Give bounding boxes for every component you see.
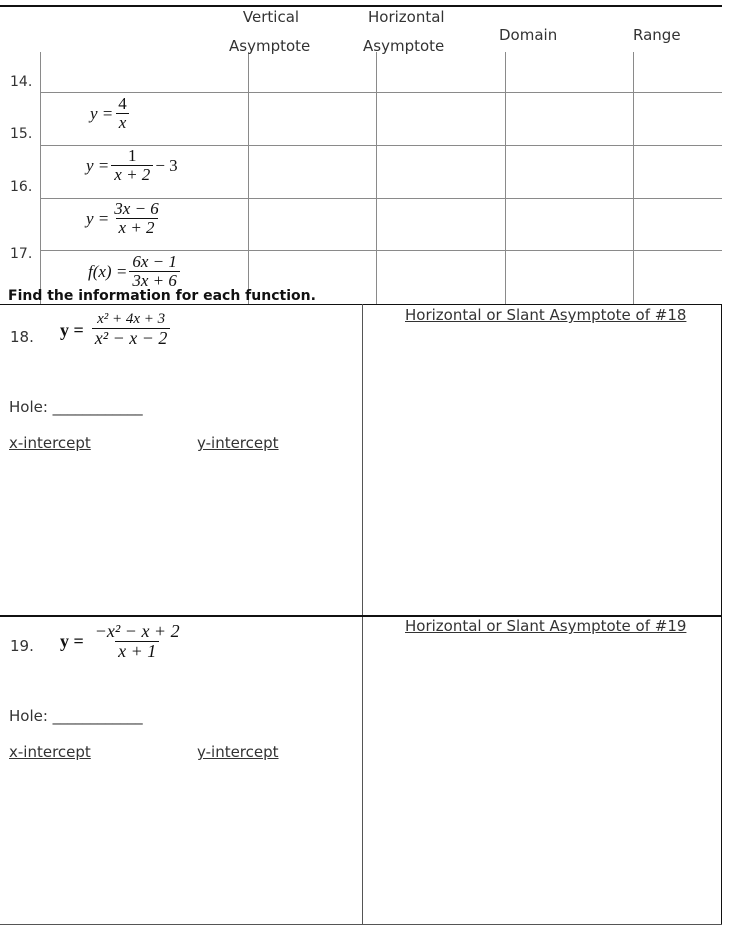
denominator: x + 1 bbox=[115, 641, 159, 662]
column-divider bbox=[248, 52, 249, 304]
column-divider bbox=[376, 52, 377, 304]
header-horizontal-asymptote-2 bbox=[363, 37, 444, 55]
row-divider bbox=[40, 250, 722, 251]
fraction bbox=[92, 622, 183, 662]
equation-lhs: y = bbox=[90, 103, 114, 123]
numerator: −x² − x + 2 bbox=[94, 621, 180, 641]
header-vertical-line2: Asymptote bbox=[229, 37, 311, 55]
row-divider bbox=[40, 145, 722, 146]
problem-18-asymptote-label: Horizontal or Slant Asymptote of #18 bbox=[405, 306, 687, 324]
equation-lhs: y = bbox=[60, 319, 84, 340]
fraction bbox=[115, 95, 130, 133]
instructions: Find the information for each function. bbox=[8, 288, 316, 304]
denominator: 3x + 6 bbox=[129, 271, 180, 291]
fraction bbox=[92, 312, 171, 349]
problem-18-number: 18. bbox=[10, 328, 34, 346]
top-rule bbox=[0, 5, 722, 7]
equation-lhs: f(x) = bbox=[88, 261, 128, 281]
equation-17-function bbox=[88, 253, 182, 291]
fraction bbox=[111, 200, 162, 238]
header-vertical-line1: Vertical bbox=[242, 8, 300, 26]
equation-17 bbox=[86, 200, 164, 238]
equation-16 bbox=[86, 147, 178, 185]
row-number-15: 15. bbox=[10, 126, 33, 142]
denominator: x² − x − 2 bbox=[92, 328, 171, 349]
problem-19-equation bbox=[60, 622, 185, 662]
column-divider bbox=[505, 52, 506, 304]
equation-15 bbox=[90, 95, 132, 133]
column-divider bbox=[633, 52, 634, 304]
problem-18-y-intercept: y-intercept bbox=[197, 434, 279, 452]
header-domain-label: Domain bbox=[499, 26, 558, 44]
header-horizontal-line2: Asymptote bbox=[363, 37, 445, 55]
row-number-14: 14. bbox=[10, 74, 33, 90]
header-vertical-asymptote bbox=[236, 8, 306, 26]
problem-19-hole: Hole: ____________ bbox=[9, 707, 143, 725]
row-divider bbox=[40, 92, 722, 93]
numerator: x² + 4x + 3 bbox=[97, 311, 166, 327]
header-horizontal-asymptote bbox=[368, 8, 445, 26]
denominator: x bbox=[116, 113, 130, 133]
header-vertical-asymptote-2 bbox=[229, 37, 310, 55]
problem-19-number: 19. bbox=[10, 637, 34, 655]
problem-19-asymptote-label: Horizontal or Slant Asymptote of #19 bbox=[405, 617, 687, 635]
problem-19-x-intercept: x-intercept bbox=[9, 743, 91, 761]
column-divider bbox=[40, 52, 41, 304]
row-number-17: 17. bbox=[10, 246, 33, 262]
denominator: x + 2 bbox=[116, 218, 158, 238]
numerator: 3x − 6 bbox=[114, 199, 159, 218]
box-top-rule bbox=[0, 304, 722, 305]
numerator: 6x − 1 bbox=[132, 252, 177, 271]
equation-lhs: y = bbox=[86, 155, 110, 175]
denominator: x + 2 bbox=[111, 165, 153, 185]
header-range-label: Range bbox=[633, 26, 681, 44]
problem-18-x-intercept: x-intercept bbox=[9, 434, 91, 452]
box-bottom-rule bbox=[0, 924, 722, 925]
problem-19-y-intercept: y-intercept bbox=[197, 743, 279, 761]
equation-tail: − 3 bbox=[155, 155, 178, 175]
problem-18-equation bbox=[60, 312, 172, 349]
header-domain bbox=[499, 26, 557, 44]
equation-lhs: y = bbox=[60, 631, 84, 652]
row-number-16: 16. bbox=[10, 179, 33, 195]
header-horizontal-line1: Horizontal bbox=[368, 8, 445, 26]
numerator: 1 bbox=[128, 146, 137, 165]
header-range bbox=[633, 26, 681, 44]
problem-18-hole: Hole: ____________ bbox=[9, 398, 143, 416]
fraction bbox=[129, 253, 180, 291]
fraction bbox=[111, 147, 153, 185]
numerator: 4 bbox=[118, 94, 127, 113]
equation-lhs: y = bbox=[86, 208, 110, 228]
